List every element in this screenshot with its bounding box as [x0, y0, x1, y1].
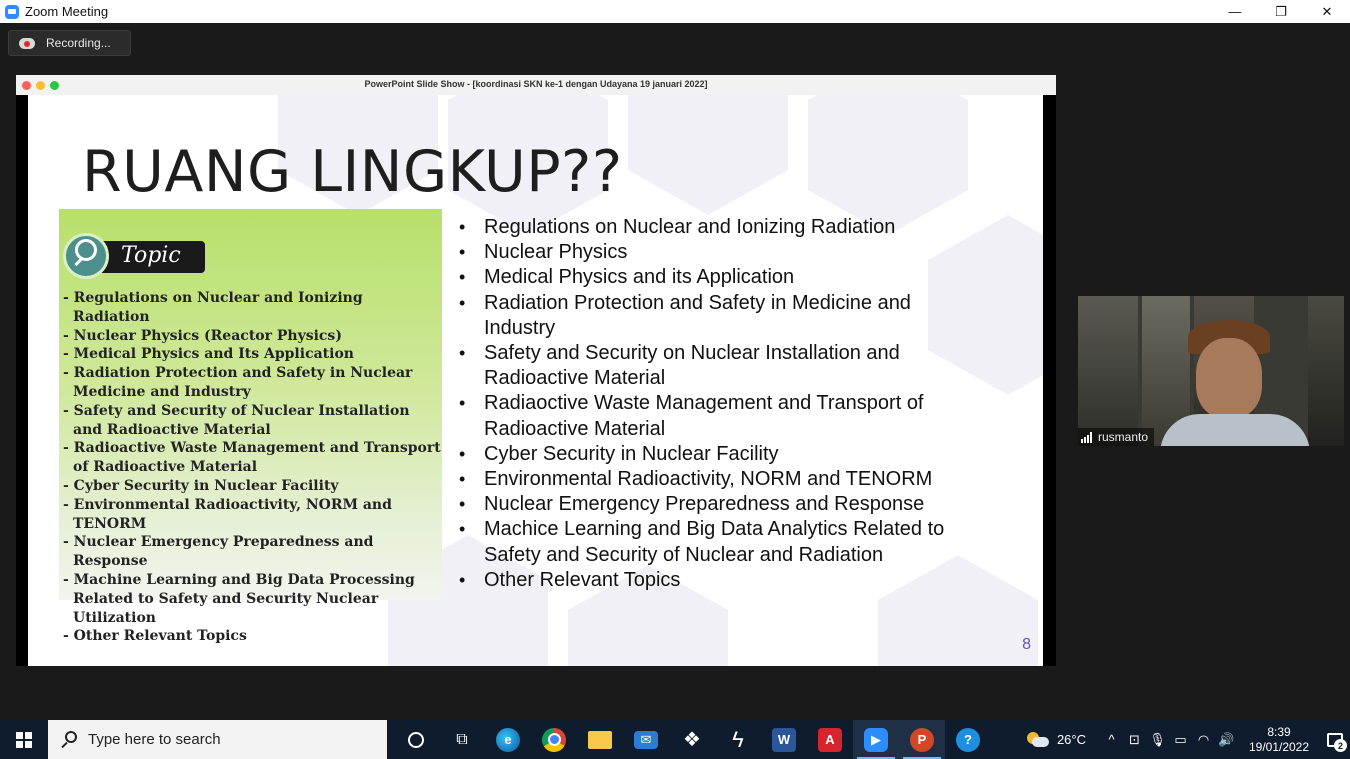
bullet-item: • Radiaoctive Waste Management and Transport of Radioactive Material: [459, 391, 1019, 441]
shared-screen: [16, 75, 1056, 666]
word-icon: W: [772, 728, 796, 752]
bullet-item: • Cyber Security in Nuclear Facility: [459, 442, 1019, 467]
taskbar-apps: [393, 720, 991, 759]
help-icon: ?: [956, 728, 980, 752]
edge-button[interactable]: [485, 720, 531, 759]
topic-item: - Nuclear Emergency Preparedness and Response: [63, 534, 374, 570]
participant-name: rusmanto: [1098, 430, 1149, 444]
signal-strength-icon: [1081, 432, 1093, 443]
dropbox-icon: ❖: [683, 729, 701, 751]
start-button[interactable]: [0, 720, 48, 759]
taskbar-search[interactable]: [48, 720, 387, 759]
presentation-slide: [28, 95, 1043, 666]
zoom-button[interactable]: [853, 720, 899, 759]
topic-item: - Machine Learning and Big Data Processing Related to Safety and Security Nuclear Utilization: [63, 571, 415, 626]
acrobat-button[interactable]: [807, 720, 853, 759]
system-tray: [1027, 720, 1350, 759]
topic-list: [63, 289, 443, 646]
participant-name-tag: [1078, 428, 1154, 446]
shared-window-title: PowerPoint Slide Show - [koordinasi SKN ke-1 dengan Udayana 19 januari 2022]: [364, 79, 708, 89]
recording-label: Recording...: [46, 36, 111, 50]
topic-badge: [63, 239, 203, 275]
bullet-item: • Safety and Security on Nuclear Installation and Radioactive Material: [459, 341, 1019, 391]
notification-center-button[interactable]: [1320, 720, 1350, 759]
task-view-icon: ⧉: [456, 730, 468, 748]
dropbox-button[interactable]: [669, 720, 715, 759]
magnifier-icon: [63, 233, 109, 279]
cortana-icon: [408, 732, 424, 748]
clock[interactable]: [1244, 725, 1314, 755]
topic-item: - Regulations on Nuclear and Ionizing Radiation: [63, 290, 363, 325]
bullet-item: • Nuclear Emergency Preparedness and Response: [459, 492, 1019, 517]
show-hidden-icons-icon[interactable]: ^: [1108, 732, 1115, 747]
task-view-button[interactable]: [439, 720, 485, 759]
weather-temperature[interactable]: 26°C: [1056, 732, 1086, 747]
zoom-logo-icon: [5, 5, 19, 19]
search-placeholder: Type here to search: [88, 731, 221, 748]
topic-image-panel: [59, 209, 442, 645]
topic-item: - Radiation Protection and Safety in Nuclear Medicine and Industry: [63, 365, 413, 400]
bullet-item: • Radiation Protection and Safety in Medicine and Industry: [459, 291, 1019, 341]
zoom-icon: ▶: [864, 728, 888, 752]
clock-date: 19/01/2022: [1248, 739, 1310, 754]
zoom-titlebar: [0, 0, 1350, 23]
chrome-button[interactable]: [531, 720, 577, 759]
topic-item: - Environmental Radioactivity, NORM and TENORM: [63, 496, 392, 532]
topic-item: - Medical Physics and Its Application: [63, 346, 354, 363]
weather-icon[interactable]: [1027, 732, 1049, 748]
topic-item: - Other Relevant Topics: [63, 628, 247, 645]
background-hexagon: [628, 95, 788, 215]
acrobat-icon: A: [818, 728, 842, 752]
topic-badge-label: Topic: [121, 243, 181, 268]
background-hexagon: [808, 95, 968, 235]
slide-number: 8: [1022, 636, 1031, 653]
window-title: Zoom Meeting: [25, 4, 109, 19]
bullet-item: • Machice Learning and Big Data Analytics Related to Safety and Security of Nuclear and Radiation: [459, 517, 1019, 567]
bolt-app-button[interactable]: [715, 720, 761, 759]
windows-logo-icon: [16, 732, 32, 748]
bullet-item: • Medical Physics and its Application: [459, 265, 1019, 290]
volume-icon[interactable]: 🔊: [1218, 731, 1235, 747]
bullet-item: • Other Relevant Topics: [459, 568, 1019, 593]
bullet-item: • Environmental Radioactivity, NORM and TENORM: [459, 467, 1019, 492]
word-button[interactable]: [761, 720, 807, 759]
bullet-item: • Regulations on Nuclear and Ionizing Radiation: [459, 215, 1019, 240]
slide-title: RUANG LINGKUP??: [82, 139, 623, 205]
topic-item: - Nuclear Physics (Reactor Physics): [63, 327, 342, 344]
wifi-icon[interactable]: ◠: [1197, 731, 1210, 747]
microphone-icon[interactable]: 🎙: [1149, 731, 1166, 747]
restore-button[interactable]: ❐: [1275, 3, 1287, 19]
cortana-button[interactable]: [393, 720, 439, 759]
bolt-icon: ϟ: [732, 726, 744, 752]
shared-window-titlebar: [16, 75, 1056, 95]
bullet-item: • Nuclear Physics: [459, 240, 1019, 265]
close-button[interactable]: ✕: [1321, 3, 1333, 19]
help-button[interactable]: [945, 720, 991, 759]
notification-count: 2: [1334, 739, 1347, 752]
powerpoint-icon: P: [910, 728, 934, 752]
recording-indicator[interactable]: [8, 30, 131, 56]
folder-icon: [588, 731, 612, 749]
participant-video[interactable]: [1078, 296, 1344, 446]
chrome-icon: [542, 728, 566, 752]
recording-icon: [19, 37, 35, 50]
file-explorer-button[interactable]: [577, 720, 623, 759]
topic-item: - Radioactive Waste Management and Transport of Radioactive Material: [63, 440, 441, 476]
taskbar: [0, 720, 1350, 759]
clock-time: 8:39: [1267, 724, 1291, 739]
edge-icon: e: [496, 728, 520, 752]
window-controls: [1212, 0, 1350, 23]
mail-icon: ✉: [634, 731, 658, 749]
bullet-list: [459, 215, 1019, 593]
minimize-button[interactable]: —: [1228, 4, 1242, 19]
meet-now-icon[interactable]: ⊡: [1129, 731, 1140, 747]
topic-item: - Safety and Security of Nuclear Installation and Radioactive Material: [63, 402, 410, 438]
powerpoint-button[interactable]: [899, 720, 945, 759]
topic-item: - Cyber Security in Nuclear Facility: [63, 477, 339, 494]
mail-button[interactable]: [623, 720, 669, 759]
search-icon: [60, 730, 80, 750]
battery-icon[interactable]: ▭: [1174, 731, 1187, 747]
